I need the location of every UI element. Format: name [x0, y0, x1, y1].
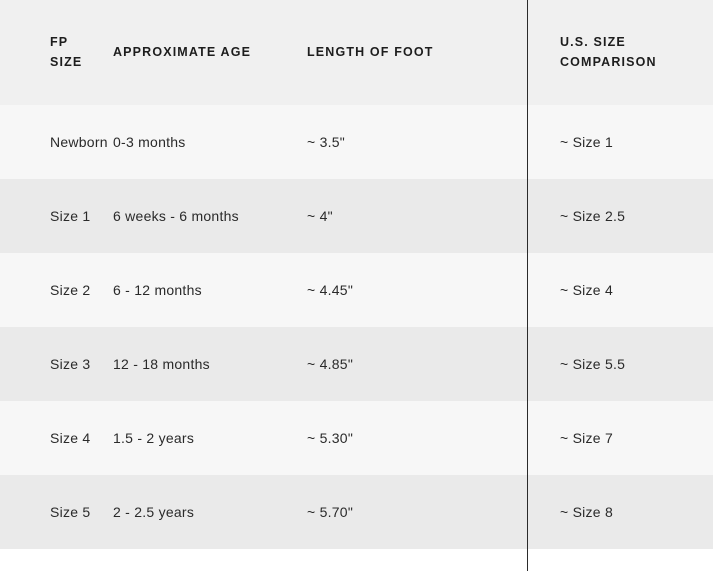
- column-header-length-of-foot-label: LENGTH OF FOOT: [307, 44, 434, 59]
- cell-fp-size-value: Size 5: [50, 504, 91, 520]
- cell-approximate-age: [113, 253, 307, 327]
- cell-fp-size: [0, 253, 113, 327]
- cell-fp-size-value: Newborn: [50, 134, 108, 150]
- cell-length-of-foot: [307, 401, 527, 475]
- table-row: [0, 401, 713, 475]
- cell-approximate-age-value: 12 - 18 months: [113, 356, 210, 372]
- cell-fp-size-value: Size 2: [50, 282, 91, 298]
- cell-approximate-age-value: 6 weeks - 6 months: [113, 208, 239, 224]
- table-header: [0, 0, 713, 105]
- column-header-us-size-comparison: [527, 0, 713, 105]
- cell-fp-size: [0, 475, 113, 549]
- cell-fp-size-value: Size 1: [50, 208, 91, 224]
- table-row: [0, 253, 713, 327]
- cell-length-of-foot: [307, 327, 527, 401]
- cell-length-of-foot-value: ~ 4": [307, 208, 333, 224]
- cell-length-of-foot-value: ~ 5.70": [307, 504, 354, 520]
- cell-fp-size: [0, 105, 113, 179]
- cell-us-size-value: ~ Size 5.5: [560, 356, 626, 372]
- cell-us-size: [527, 179, 713, 253]
- cell-length-of-foot: [307, 253, 527, 327]
- cell-fp-size: [0, 401, 113, 475]
- cell-approximate-age: [113, 105, 307, 179]
- cell-length-of-foot-value: ~ 4.45": [307, 282, 354, 298]
- cell-us-size-value: ~ Size 2.5: [560, 208, 626, 224]
- cell-us-size: [527, 105, 713, 179]
- cell-approximate-age: [113, 475, 307, 549]
- cell-fp-size: [0, 179, 113, 253]
- cell-us-size: [527, 327, 713, 401]
- cell-us-size: [527, 401, 713, 475]
- cell-us-size-value: ~ Size 8: [560, 504, 613, 520]
- table-body: [0, 105, 713, 549]
- column-header-approximate-age-label: APPROXIMATE AGE: [113, 44, 252, 59]
- column-header-fp-size-label: FP SIZE: [50, 35, 83, 69]
- cell-approximate-age-value: 2 - 2.5 years: [113, 504, 195, 520]
- cell-us-size-value: ~ Size 7: [560, 430, 613, 446]
- cell-length-of-foot-value: ~ 5.30": [307, 430, 354, 446]
- table-row: [0, 179, 713, 253]
- table-header-row: [0, 0, 713, 105]
- cell-length-of-foot: [307, 179, 527, 253]
- cell-fp-size-value: Size 3: [50, 356, 91, 372]
- column-divider: [527, 0, 528, 571]
- table-row: [0, 105, 713, 179]
- cell-length-of-foot-value: ~ 3.5": [307, 134, 345, 150]
- column-header-length-of-foot: [307, 0, 527, 105]
- cell-us-size-value: ~ Size 4: [560, 282, 613, 298]
- cell-fp-size-value: Size 4: [50, 430, 91, 446]
- cell-approximate-age-value: 6 - 12 months: [113, 282, 202, 298]
- cell-fp-size: [0, 327, 113, 401]
- column-header-fp-size: [0, 0, 113, 105]
- cell-approximate-age: [113, 179, 307, 253]
- cell-length-of-foot: [307, 105, 527, 179]
- cell-approximate-age: [113, 401, 307, 475]
- column-header-us-size-comparison-label: U.S. SIZE COMPARISON: [560, 35, 657, 69]
- cell-us-size: [527, 253, 713, 327]
- cell-length-of-foot-value: ~ 4.85": [307, 356, 354, 372]
- cell-approximate-age: [113, 327, 307, 401]
- cell-approximate-age-value: 0-3 months: [113, 134, 186, 150]
- cell-us-size: [527, 475, 713, 549]
- column-header-approximate-age: [113, 0, 307, 105]
- cell-us-size-value: ~ Size 1: [560, 134, 613, 150]
- cell-approximate-age-value: 1.5 - 2 years: [113, 430, 195, 446]
- table-row: [0, 327, 713, 401]
- cell-length-of-foot: [307, 475, 527, 549]
- table-row: [0, 475, 713, 549]
